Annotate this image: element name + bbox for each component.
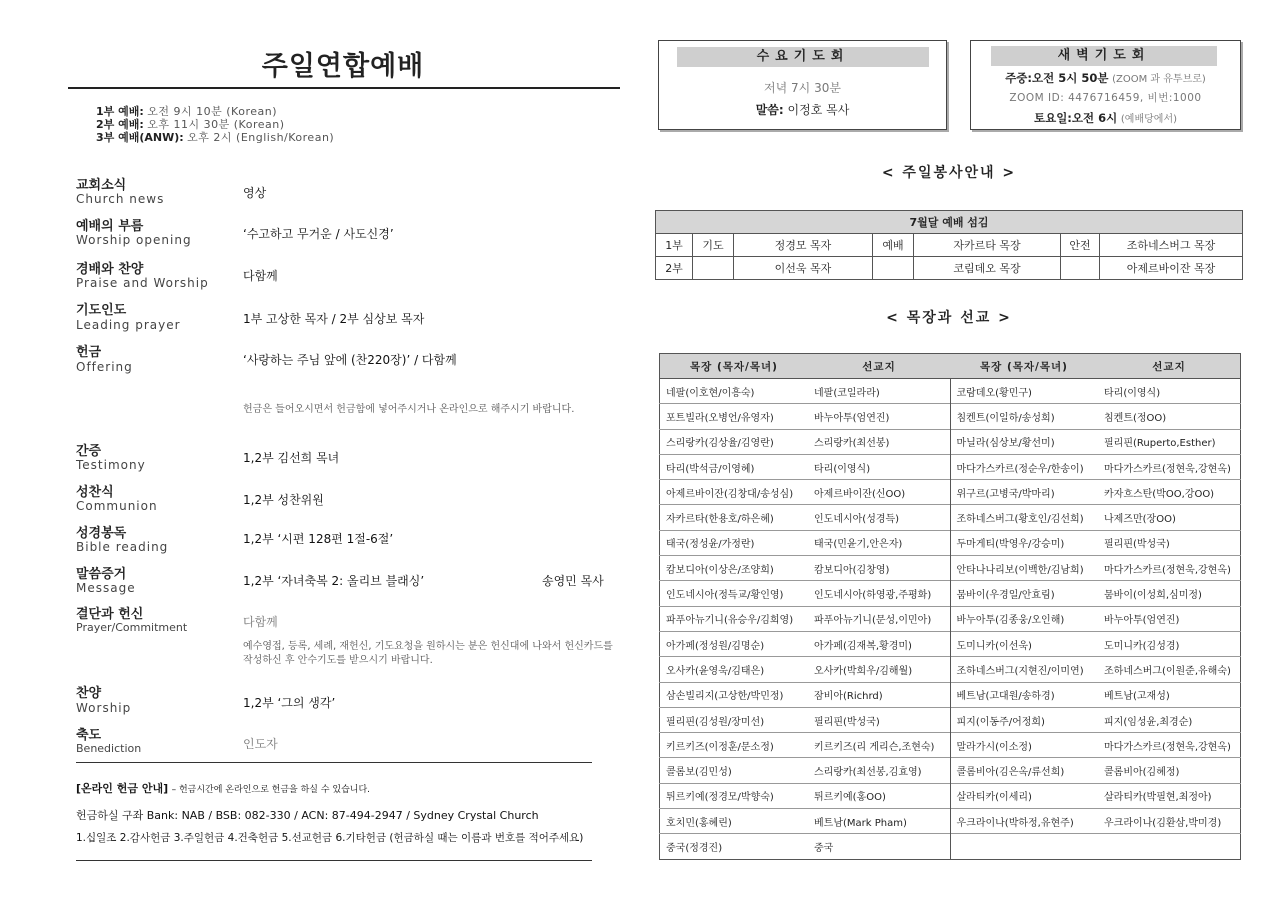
table-cell: 아제르바이잔(김창대/송성심)	[660, 480, 809, 505]
table-cell: 바누아투(엄연진)	[808, 404, 950, 429]
order-item-value: 다함께	[243, 615, 278, 629]
table-cell: 콜롬보(김민성)	[660, 758, 809, 783]
table-cell: 튀르키예(홍OO)	[808, 783, 950, 808]
order-item-title: 축도	[76, 728, 102, 743]
table-cell: 태국(민윤기,안은자)	[808, 530, 950, 555]
dawn-weekday-line	[971, 70, 1240, 86]
table-cell: 마다가스카르(정현욱,강현옥)	[1098, 556, 1241, 581]
order-item-subtitle: Church news	[76, 192, 165, 206]
table-cell: 튀르키예(정경모/박향숙)	[660, 783, 809, 808]
duty-cell: 안전	[1061, 234, 1100, 257]
table-cell: 필리핀(박성국)	[808, 707, 950, 732]
duty-section-title: < 주일봉사안내 >	[881, 165, 1017, 181]
table-cell: 포트빌라(오병언/유영자)	[660, 404, 809, 429]
duty-cell: 조하네스버그 목장	[1100, 234, 1243, 257]
table-cell: 네팔(이호현/이흥숙)	[660, 379, 809, 404]
table-row	[660, 606, 1241, 631]
table-cell	[950, 834, 1098, 859]
table-cell: 나제즈만(장OO)	[1098, 505, 1241, 530]
dawn-prayer-box	[970, 40, 1241, 130]
order-item-value: 1,2부 ‘자녀축복 2: 올리브 블래싱’	[243, 574, 425, 588]
table-cell: 우크라이나(박하정,유현주)	[950, 809, 1098, 834]
commitment-note: 예수영접, 등록, 세례, 재헌신, 기도요청을 원하시는 분은 헌신대에 나와서 헌신카드를 작성하신 후 안수기도를 받으시기 바랍니다.	[243, 641, 613, 666]
table-row	[660, 783, 1241, 808]
table-cell: 태국(정성윤/가정란)	[660, 530, 809, 555]
offering-categories: 1.십일조 2.감사헌금 3.주일헌금 4.건축헌금 5.선교헌금 6.기타헌금 (헌금하실 때는 이름과 번호를 적어주세요)	[76, 832, 584, 844]
duty-table	[655, 210, 1243, 280]
table-cell: 도미니카(이선욱)	[950, 631, 1098, 656]
table-cell: 스리랑카(최선봉,김효영)	[808, 758, 950, 783]
col-header: 선교지	[1098, 354, 1241, 379]
order-item-title: 말씀증거	[76, 567, 127, 582]
title-divider	[68, 87, 620, 89]
table-cell: 삼손빌리지(고상한/박민정)	[660, 682, 809, 707]
table-cell: 필리핀(Ruperto,Esther)	[1098, 429, 1241, 454]
table-row	[660, 581, 1241, 606]
order-item-subtitle: Message	[76, 581, 136, 595]
table-cell: 인도네시아(정득교/황인영)	[660, 581, 809, 606]
order-item-title: 경배와 찬양	[76, 262, 144, 277]
col-header: 목장 (목자/목녀)	[950, 354, 1098, 379]
online-offering-title: [온라인 헌금 안내]	[76, 782, 169, 795]
duty-cell	[873, 257, 914, 280]
table-cell: 오사카(윤영욱/김태은)	[660, 657, 809, 682]
table-cell: 바누아투(엄연진)	[1098, 606, 1241, 631]
order-item-subtitle: Communion	[76, 499, 158, 513]
table-cell: 안타나나리보(이백한/김남희)	[950, 556, 1098, 581]
service-label: 1부 예배:	[96, 105, 144, 118]
duty-cell: 1부	[656, 234, 693, 257]
order-item-subtitle: Benediction	[76, 742, 142, 755]
order-item-title: 간증	[76, 444, 102, 459]
bank-account: 헌금하실 구좌 Bank: NAB / BSB: 082-330 / ACN: 87-494-2947 / Sydney Crystal Church	[76, 809, 539, 822]
table-cell: 마다가스카르(정순우/한송이)	[950, 454, 1098, 479]
order-item-title: 교회소식	[76, 178, 127, 193]
missions-table	[659, 353, 1241, 860]
table-row	[660, 556, 1241, 581]
table-cell: 침켄트(이일하/송성희)	[950, 404, 1098, 429]
service-time: 오전 9시 10분 (Korean)	[147, 105, 277, 118]
online-offering-info	[76, 780, 370, 796]
table-row	[660, 707, 1241, 732]
order-item-value: 1,2부 성찬위원	[243, 493, 324, 507]
table-row	[660, 379, 1241, 404]
table-cell: 마다가스카르(정현욱,강현옥)	[1098, 454, 1241, 479]
duty-table-title: 7월달 예배 섬김	[656, 211, 1243, 234]
table-cell: 조하네스버그(이원준,유해숙)	[1098, 657, 1241, 682]
table-cell: 말라가시(이소정)	[950, 733, 1098, 758]
offering-note: 헌금은 들어오시면서 헌금함에 넣어주시거나 온라인으로 해주시기 바랍니다.	[243, 404, 575, 415]
table-cell: 바누아투(김종웅/오인해)	[950, 606, 1098, 631]
order-item-subtitle: Bible reading	[76, 540, 169, 554]
table-cell: 아제르바이잔(신OO)	[808, 480, 950, 505]
table-row	[660, 733, 1241, 758]
service-time: 오후 2시 (English/Korean)	[187, 131, 335, 144]
duty-cell: 기도	[693, 234, 734, 257]
table-cell: 조하네스버그(황호인/김선희)	[950, 505, 1098, 530]
dawn-saturday-note: (예배당에서)	[1120, 114, 1178, 125]
table-cell: 살라티카(박필현,최정아)	[1098, 783, 1241, 808]
table-cell: 조하네스버그(지현진/이미연)	[950, 657, 1098, 682]
order-item-subtitle: Prayer/Commitment	[76, 621, 188, 634]
speaker-label: 말씀:	[755, 103, 784, 117]
page-title: 주일연합예배	[261, 51, 425, 82]
table-cell: 인도네시아(성경득)	[808, 505, 950, 530]
table-cell: 뭄바이(우경일/안효림)	[950, 581, 1098, 606]
duty-row	[656, 234, 1243, 257]
order-item-title: 성찬식	[76, 485, 114, 500]
wednesday-time: 저녁 7시 30분	[764, 81, 841, 95]
order-item-subtitle: Worship	[76, 701, 132, 715]
order-item-value: 1,2부 김선희 목녀	[243, 451, 340, 465]
table-cell: 필리핀(김성원/장미선)	[660, 707, 809, 732]
online-divider-top	[76, 762, 592, 763]
dawn-saturday-line	[971, 110, 1240, 126]
table-cell: 파푸아뉴기니(문성,이민아)	[808, 606, 950, 631]
table-cell: 살라티카(이세리)	[950, 783, 1098, 808]
order-item-subtitle: Leading prayer	[76, 318, 181, 332]
table-cell: 캄보디아(이상은/조양희)	[660, 556, 809, 581]
dawn-title: 새벽기도회	[991, 46, 1217, 66]
duty-row	[656, 257, 1243, 280]
table-row	[660, 454, 1241, 479]
service-label: 3부 예배(ANW):	[96, 131, 184, 144]
table-row	[660, 404, 1241, 429]
table-cell: 베트남(고재성)	[1098, 682, 1241, 707]
order-item-value: 영상	[243, 186, 267, 200]
table-cell: 네팔(코일라라)	[808, 379, 950, 404]
table-row	[660, 429, 1241, 454]
table-cell: 인도네시아(하영광,주평화)	[808, 581, 950, 606]
order-item-value: ‘수고하고 무거운 / 사도신경’	[243, 227, 394, 241]
table-row	[660, 758, 1241, 783]
table-cell: 마다가스카르(정현욱,강현옥)	[1098, 733, 1241, 758]
duty-cell: 예배	[873, 234, 914, 257]
table-cell: 스리랑카(김상율/김영란)	[660, 429, 809, 454]
order-item-value: 1,2부 ‘그의 생각’	[243, 696, 336, 710]
col-header: 목장 (목자/목녀)	[660, 354, 809, 379]
duty-cell: 코림데오 목장	[914, 257, 1061, 280]
duty-cell: 정경모 목자	[734, 234, 873, 257]
table-cell: 중국(정경진)	[660, 834, 809, 859]
table-cell: 필리핀(박성국)	[1098, 530, 1241, 555]
table-cell: 두마게티(박영우/강승미)	[950, 530, 1098, 555]
table-cell: 오사카(박희우/김해월)	[808, 657, 950, 682]
table-cell: 콜롬비아(김혜정)	[1098, 758, 1241, 783]
table-row	[660, 505, 1241, 530]
table-row	[660, 657, 1241, 682]
duty-cell: 아제르바이잔 목장	[1100, 257, 1243, 280]
table-cell: 타리(이영식)	[1098, 379, 1241, 404]
table-row	[660, 530, 1241, 555]
table-cell: 아가페(김재복,황경미)	[808, 631, 950, 656]
table-cell: 베트남(고대원/송하경)	[950, 682, 1098, 707]
table-cell: 중국	[808, 834, 950, 859]
order-item-title: 예배의 부름	[76, 219, 144, 234]
order-item-value: ‘사랑하는 주님 앞에 (찬220장)’ / 다함께	[243, 353, 457, 367]
table-row	[660, 631, 1241, 656]
table-cell: 코람데오(황민구)	[950, 379, 1098, 404]
table-cell: 피지(임성윤,최경순)	[1098, 707, 1241, 732]
service-times	[96, 105, 334, 144]
online-offering-desc: – 헌금시간에 온라인으로 헌금을 하실 수 있습니다.	[171, 785, 371, 795]
table-cell: 위구르(고병국/박마리)	[950, 480, 1098, 505]
wednesday-speaker-line	[659, 101, 946, 118]
order-item-subtitle: Offering	[76, 360, 133, 374]
table-cell: 파푸아뉴기니(유승우/김희영)	[660, 606, 809, 631]
order-item-title: 기도인도	[76, 303, 127, 318]
order-item-title: 찬양	[76, 686, 102, 701]
table-row	[660, 682, 1241, 707]
message-speaker: 송영민 목사	[542, 574, 604, 588]
duty-cell	[693, 257, 734, 280]
order-item-title: 헌금	[76, 345, 102, 360]
wednesday-speaker: 이정호 목사	[787, 103, 850, 117]
duty-cell: 이선욱 목자	[734, 257, 873, 280]
table-cell: 도미니카(김성경)	[1098, 631, 1241, 656]
table-cell: 키르키즈(이정훈/문소정)	[660, 733, 809, 758]
col-header: 선교지	[808, 354, 950, 379]
table-cell: 마닐라(심상보/황선미)	[950, 429, 1098, 454]
order-item-subtitle: Testimony	[76, 458, 146, 472]
duty-cell	[1061, 257, 1100, 280]
table-cell: 키르키즈(리 게리슨,조현숙)	[808, 733, 950, 758]
order-item-value: 다함께	[243, 269, 278, 283]
table-cell: 베트남(Mark Pham)	[808, 809, 950, 834]
table-cell: 스리랑카(최선봉)	[808, 429, 950, 454]
online-divider-bottom	[76, 860, 592, 861]
table-cell: 우크라이나(김환삼,박미경)	[1098, 809, 1241, 834]
table-cell: 호치민(홍혜린)	[660, 809, 809, 834]
table-cell: 잠비아(Richrd)	[808, 682, 950, 707]
table-cell: 캄보디아(김창영)	[808, 556, 950, 581]
dawn-weekday-note: (ZOOM 과 유투브로)	[1112, 74, 1206, 85]
table-cell: 피지(이동주/어정희)	[950, 707, 1098, 732]
order-item-value: 1부 고상한 목자 / 2부 심상보 목자	[243, 312, 425, 326]
table-row	[660, 809, 1241, 834]
order-item-title: 성경봉독	[76, 526, 127, 541]
table-cell: 타리(이영식)	[808, 454, 950, 479]
duty-cell: 자카르타 목장	[914, 234, 1061, 257]
dawn-weekday: 주중:오전 5시 50분	[1005, 71, 1109, 85]
table-cell: 콜롬비아(김은옥/류선희)	[950, 758, 1098, 783]
service-label: 2부 예배:	[96, 118, 144, 131]
order-item-value: 인도자	[243, 737, 278, 751]
table-cell	[1098, 834, 1241, 859]
table-cell: 타리(박석금/이영혜)	[660, 454, 809, 479]
order-item-subtitle: Worship opening	[76, 233, 192, 247]
dawn-zoom: ZOOM ID: 4476716459, 비번:1000	[1009, 92, 1202, 104]
missions-section-title: < 목장과 선교 >	[886, 310, 1012, 326]
table-cell: 아가페(정성원/김명순)	[660, 631, 809, 656]
dawn-saturday: 토요일:오전 6시	[1033, 111, 1118, 125]
table-cell: 자카르타(한용호/하은혜)	[660, 505, 809, 530]
table-cell: 카자흐스탄(박OO,강OO)	[1098, 480, 1241, 505]
wednesday-title: 수요기도회	[677, 47, 929, 67]
order-item-subtitle: Praise and Worship	[76, 276, 209, 290]
order-item-title: 결단과 헌신	[76, 607, 144, 622]
duty-cell: 2부	[656, 257, 693, 280]
table-cell: 침켄트(정OO)	[1098, 404, 1241, 429]
table-row	[660, 834, 1241, 859]
worship-order	[76, 178, 616, 758]
wednesday-prayer-box	[658, 40, 947, 130]
order-item-value: 1,2부 ‘시편 128편 1절-6절’	[243, 532, 394, 546]
service-time: 오후 11시 30분 (Korean)	[147, 118, 285, 131]
table-cell: 뭄바이(이성희,심미정)	[1098, 581, 1241, 606]
table-row	[660, 480, 1241, 505]
